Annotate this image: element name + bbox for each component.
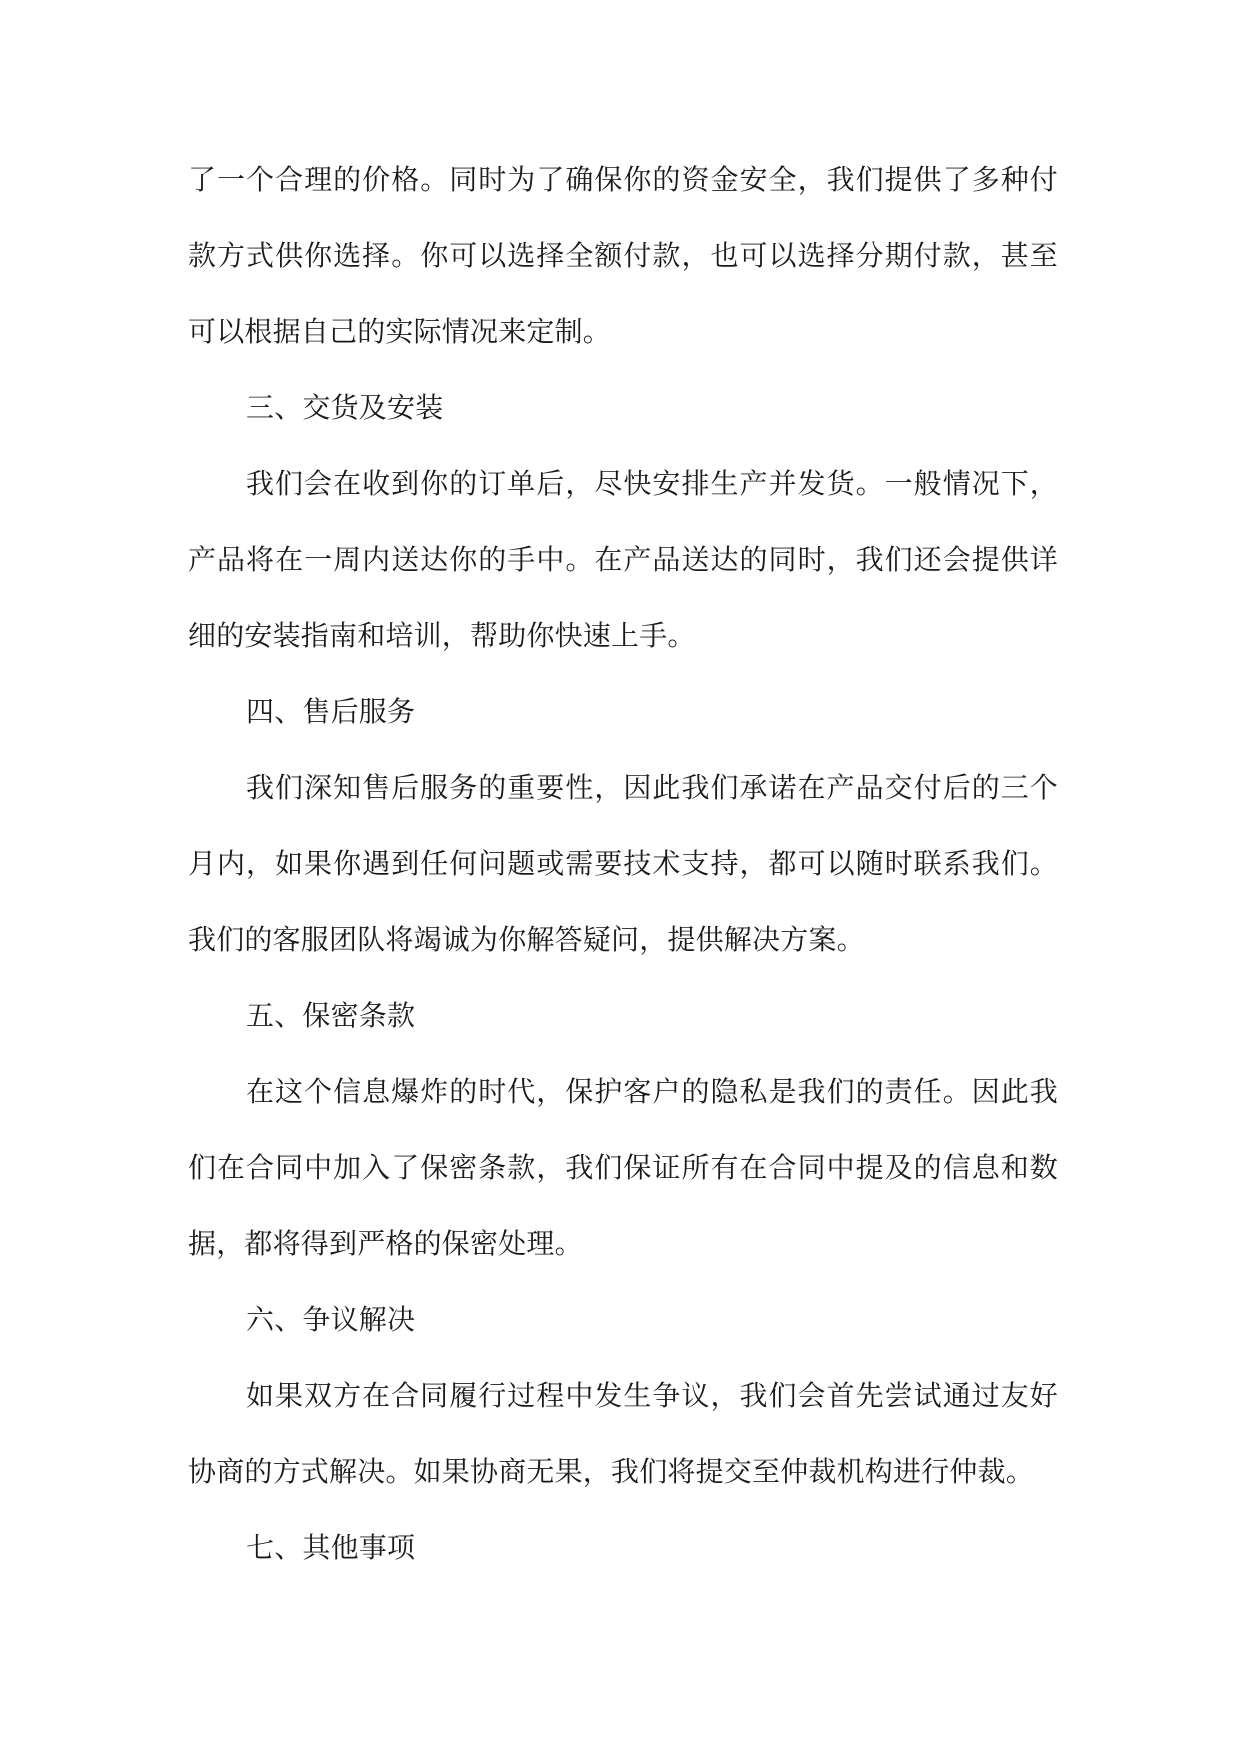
paragraph-after-sales: 我们深知售后服务的重要性，因此我们承诺在产品交付后的三个月内，如果你遇到任何问题或需要技术支持，都可以随时联系我们。我们的客服团队将竭诚为你解答疑问，提供解决方案。 [188,771,1058,956]
section-heading-other: 七、其他事项 [246,1531,416,1564]
paragraph-payment-continued: 了一个合理的价格。同时为了确保你的资金安全，我们提供了多种付款方式供你选择。你可以选择全额付款，也可以选择分期付款，甚至可以根据自己的实际情况来定制。 [188,163,1058,348]
section-heading-delivery: 三、交货及安装 [246,391,444,424]
paragraph-confidentiality: 在这个信息爆炸的时代，保护客户的隐私是我们的责任。因此我们在合同中加入了保密条款，我们保证所有在合同中提及的信息和数据，都将得到严格的保密处理。 [188,1075,1058,1260]
paragraph-delivery: 我们会在收到你的订单后，尽快安排生产并发货。一般情况下，产品将在一周内送达你的手中。在产品送达的同时，我们还会提供详细的安装指南和培训，帮助你快速上手。 [188,467,1058,652]
section-heading-confidentiality: 五、保密条款 [246,999,416,1032]
document-body [188,142,1058,1586]
section-heading-dispute: 六、争议解决 [246,1303,416,1336]
paragraph-dispute: 如果双方在合同履行过程中发生争议，我们会首先尝试通过友好协商的方式解决。如果协商无果，我们将提交至仲裁机构进行仲裁。 [188,1379,1058,1488]
section-heading-after-sales: 四、售后服务 [246,695,416,728]
